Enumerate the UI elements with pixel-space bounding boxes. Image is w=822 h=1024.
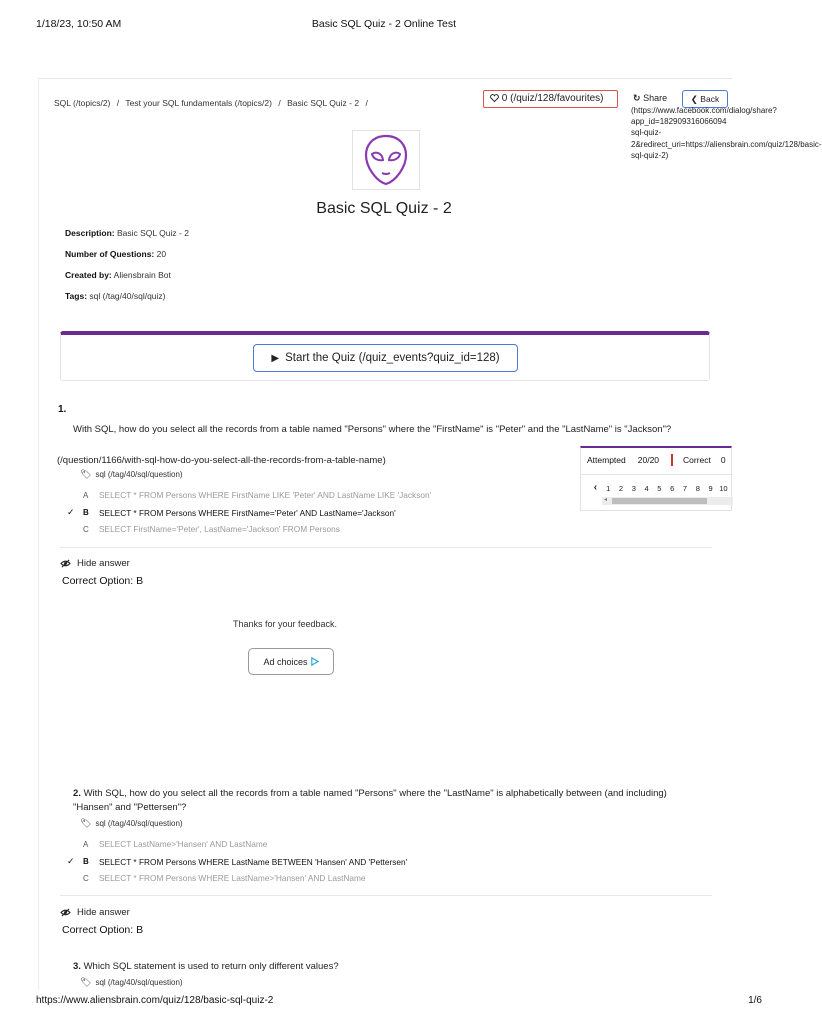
hide-answer-label: Hide answer bbox=[77, 907, 130, 918]
eye-slash-icon bbox=[60, 559, 71, 568]
meta-tags bbox=[65, 291, 166, 301]
back-label: Back bbox=[700, 94, 720, 104]
pager-item[interactable]: 1 bbox=[606, 484, 611, 493]
page-title: Basic SQL Quiz - 2 bbox=[316, 200, 452, 217]
breadcrumb-sep: / bbox=[365, 98, 368, 108]
option-text: SELECT FirstName='Peter', LastName='Jackson' FROM Persons bbox=[99, 524, 340, 534]
pager-scrollbar[interactable] bbox=[602, 497, 733, 505]
question-text: With SQL, how do you select all the records from a table named "Persons" where the "LastName" is alphabetically between (and including) "Hansen" and "Pettersen"? bbox=[73, 788, 667, 813]
option-letter: A bbox=[83, 839, 89, 849]
attempted-value: 20/20 bbox=[637, 455, 660, 465]
check-icon: ✓ bbox=[67, 856, 75, 866]
start-quiz-label: Start the Quiz (/quiz_events?quiz_id=128) bbox=[285, 352, 500, 364]
question-text: With SQL, how do you select all the records from a table named "Persons" where the "FirstName" is "Peter" and the "LastName" is "Jackson"? bbox=[73, 424, 672, 435]
tag-icon: 🏷 bbox=[80, 977, 92, 987]
hide-answer-label: Hide answer bbox=[77, 558, 130, 569]
pager-prev-icon[interactable]: ‹ bbox=[593, 482, 598, 493]
option-a[interactable] bbox=[67, 490, 431, 500]
pager-item[interactable]: 6 bbox=[670, 484, 675, 493]
pager-item[interactable]: 4 bbox=[644, 484, 649, 493]
hide-answer-toggle[interactable] bbox=[60, 907, 130, 918]
stats-separator bbox=[671, 454, 673, 466]
option-letter: B bbox=[83, 508, 89, 517]
divider bbox=[60, 547, 712, 548]
start-quiz-button[interactable] bbox=[253, 344, 518, 372]
question-block bbox=[73, 787, 673, 814]
question-tag-label: sql (/tag/40/sql/question) bbox=[95, 978, 183, 987]
option-c[interactable] bbox=[67, 524, 340, 534]
option-letter: A bbox=[83, 490, 89, 500]
stats-divider bbox=[581, 474, 733, 475]
question-pager bbox=[589, 484, 730, 493]
option-b[interactable] bbox=[67, 856, 407, 867]
breadcrumb bbox=[54, 98, 372, 108]
question-text: Which SQL statement is used to return only different values? bbox=[83, 961, 339, 972]
ad-choices-label: Ad choices bbox=[263, 656, 308, 667]
pager-item[interactable]: 8 bbox=[695, 484, 700, 493]
print-header bbox=[0, 18, 768, 32]
num-questions-label: Number of Questions: bbox=[65, 249, 155, 259]
meta-description bbox=[65, 228, 189, 238]
option-letter: C bbox=[83, 524, 89, 534]
option-text: SELECT * FROM Persons WHERE LastName>'Hansen' AND LastName bbox=[99, 873, 366, 883]
option-text: SELECT * FROM Persons WHERE FirstName='Peter' AND LastName='Jackson' bbox=[99, 507, 396, 518]
hide-answer-toggle[interactable] bbox=[60, 558, 130, 569]
tag-icon: 🏷 bbox=[80, 469, 92, 479]
stats-panel bbox=[580, 446, 732, 511]
play-icon: ▶ bbox=[271, 352, 280, 364]
print-url: https://www.aliensbrain.com/quiz/128/basic-sql-quiz-2 bbox=[36, 995, 274, 1006]
tag-icon: 🏷 bbox=[80, 818, 92, 828]
breadcrumb-sep: / bbox=[278, 98, 281, 108]
adchoices-icon bbox=[310, 657, 319, 666]
tags-label: Tags: bbox=[65, 291, 88, 301]
pager-item[interactable]: 7 bbox=[682, 484, 688, 493]
heart-icon bbox=[490, 94, 499, 102]
alien-icon bbox=[362, 133, 410, 187]
option-b[interactable] bbox=[67, 507, 396, 518]
ad-choices-button[interactable] bbox=[248, 648, 334, 675]
attempted-label: Attempted bbox=[587, 455, 626, 465]
question-block bbox=[73, 960, 673, 974]
num-questions-value: 20 bbox=[156, 249, 167, 259]
ad-feedback-text: Thanks for your feedback. bbox=[233, 619, 338, 629]
tags-value[interactable]: sql (/tag/40/sql/quiz) bbox=[89, 291, 166, 301]
chevron-left-icon: ❮ bbox=[690, 94, 698, 104]
question-tag[interactable] bbox=[80, 469, 183, 480]
question-tag[interactable] bbox=[80, 977, 183, 988]
print-page-number: 1/6 bbox=[748, 995, 762, 1006]
option-c[interactable] bbox=[67, 873, 366, 883]
pager-item[interactable]: 9 bbox=[708, 484, 713, 493]
pager-item[interactable]: 3 bbox=[631, 484, 636, 493]
option-text: SELECT LastName>'Hansen' AND LastName bbox=[99, 839, 268, 849]
pager-item[interactable]: 2 bbox=[618, 484, 624, 493]
breadcrumb-fundamentals[interactable]: Test your SQL fundamentals (/topics/2) bbox=[125, 98, 272, 108]
divider bbox=[60, 895, 712, 896]
correct-value: 0 bbox=[720, 455, 726, 465]
breadcrumb-current: Basic SQL Quiz - 2 bbox=[287, 98, 360, 108]
option-letter: B bbox=[83, 857, 89, 866]
favourites-label: (/quiz/128/favourites) bbox=[510, 93, 604, 104]
print-doc-title: Basic SQL Quiz - 2 Online Test bbox=[311, 18, 457, 30]
option-letter: C bbox=[83, 873, 89, 883]
description-value: Basic SQL Quiz - 2 bbox=[116, 228, 189, 238]
created-by-label: Created by: bbox=[65, 270, 112, 280]
share-url-text[interactable]: (https://www.facebook.com/dialog/share? app_id=182909316066094 sql-quiz- 2&redirect_uri=https://aliensbrain.com/quiz/128/basic- sql-quiz-2) bbox=[631, 106, 822, 160]
share-label: Share bbox=[643, 93, 668, 103]
question-link[interactable]: (/question/1166/with-sql-how-do-you-select-all-the-records-from-a-table-name) bbox=[57, 455, 386, 466]
question-tag-label: sql (/tag/40/sql/question) bbox=[95, 819, 183, 828]
question-number: 1. bbox=[58, 404, 67, 415]
meta-created-by bbox=[65, 270, 171, 280]
question-tag[interactable] bbox=[80, 818, 183, 829]
question-number: 3. bbox=[73, 961, 81, 972]
pager-item[interactable]: 5 bbox=[657, 484, 662, 493]
stats-row bbox=[587, 454, 726, 466]
created-by-value: Aliensbrain Bot bbox=[113, 270, 171, 280]
description-label: Description: bbox=[65, 228, 115, 238]
correct-label: Correct bbox=[683, 455, 711, 465]
favourites-button[interactable] bbox=[483, 90, 618, 108]
question-number: 2. bbox=[73, 788, 81, 799]
favourites-count: 0 bbox=[501, 93, 508, 104]
breadcrumb-sql[interactable]: SQL (/topics/2) bbox=[54, 98, 111, 108]
breadcrumb-sep: / bbox=[116, 98, 120, 108]
pager-item[interactable]: 10 bbox=[719, 484, 728, 493]
question-tag-label: sql (/tag/40/sql/question) bbox=[95, 470, 183, 479]
option-a[interactable] bbox=[67, 839, 267, 849]
eye-slash-icon bbox=[60, 908, 71, 917]
option-text: SELECT * FROM Persons WHERE FirstName LIKE 'Peter' AND LastName LIKE 'Jackson' bbox=[99, 490, 432, 500]
share-icon: ↻ bbox=[633, 93, 641, 103]
correct-option: Correct Option: B bbox=[62, 924, 144, 936]
quiz-logo bbox=[352, 130, 420, 190]
meta-num-questions bbox=[65, 249, 166, 259]
print-datetime: 1/18/23, 10:50 AM bbox=[36, 18, 122, 30]
option-text: SELECT * FROM Persons WHERE LastName BETWEEN 'Hansen' AND 'Pettersen' bbox=[99, 856, 408, 867]
scroll-left-icon[interactable]: ◂ bbox=[604, 497, 608, 503]
correct-option: Correct Option: B bbox=[62, 575, 144, 587]
share-link[interactable] bbox=[633, 93, 667, 104]
scrollbar-thumb[interactable] bbox=[612, 498, 707, 504]
check-icon: ✓ bbox=[67, 507, 75, 517]
